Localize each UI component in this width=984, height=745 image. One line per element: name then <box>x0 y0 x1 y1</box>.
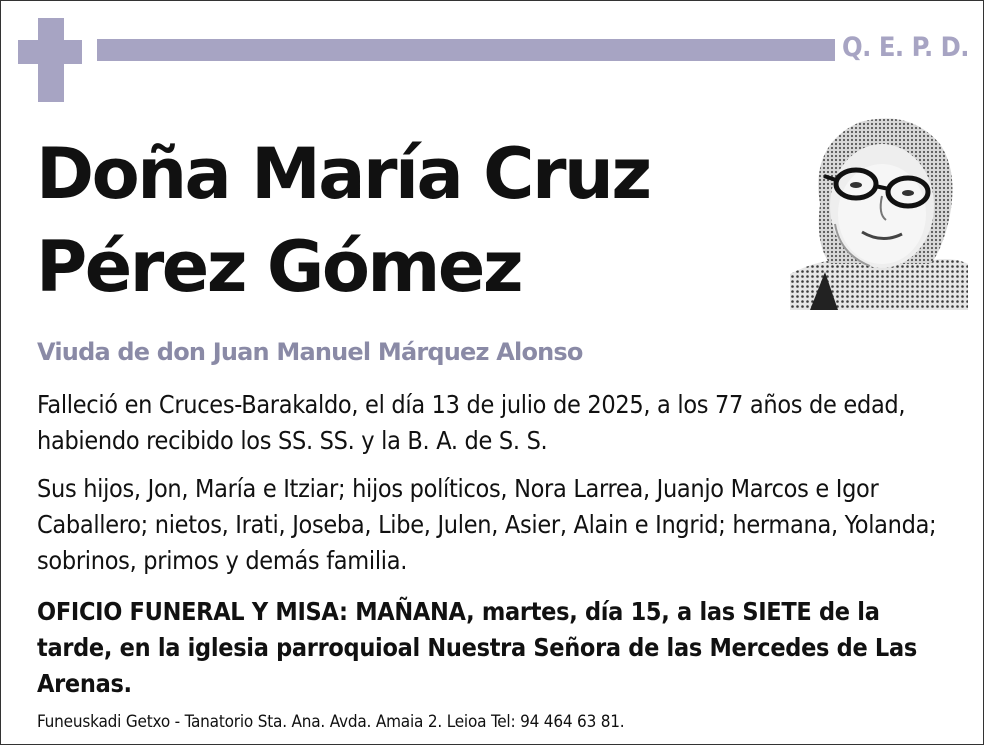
cross-icon-horizontal <box>18 40 82 64</box>
death-notice: Falleció en Cruces-Barakaldo, el día 13 de julio de 2025, a los 77 años de edad, habiendo recibido los SS. SS. y la B. A. de S. S. <box>37 390 906 455</box>
deceased-name-line1: Doña María Cruz <box>36 133 650 215</box>
funeral-details: OFICIO FUNERAL Y MISA: MAÑANA, martes, día 15, a las SIETE de la tarde, en la iglesia parroquioal Nuestra Señora de las Mercedes de Las Arenas. <box>37 597 917 698</box>
rip-label: Q. E. P. D. <box>842 32 970 63</box>
portrait-photo <box>790 114 968 310</box>
widow-of: Viuda de don Juan Manuel Márquez Alonso <box>37 338 583 366</box>
deceased-name-line2: Pérez Gómez <box>36 226 522 308</box>
deceased-name <box>36 128 650 314</box>
funeral-home-info: Funeuskadi Getxo - Tanatorio Sta. Ana. Avda. Amaia 2. Leioa Tel: 94 464 63 81. <box>37 712 625 732</box>
family-list: Sus hijos, Jon, María e Itziar; hijos políticos, Nora Larrea, Juanjo Marcos e Igor Caballero; nietos, Irati, Joseba, Libe, Julen, Asier, Alain e Ingrid; hermana, Yolanda; sobrinos, primos y demás familia. <box>37 474 937 575</box>
header-bar <box>97 39 835 61</box>
